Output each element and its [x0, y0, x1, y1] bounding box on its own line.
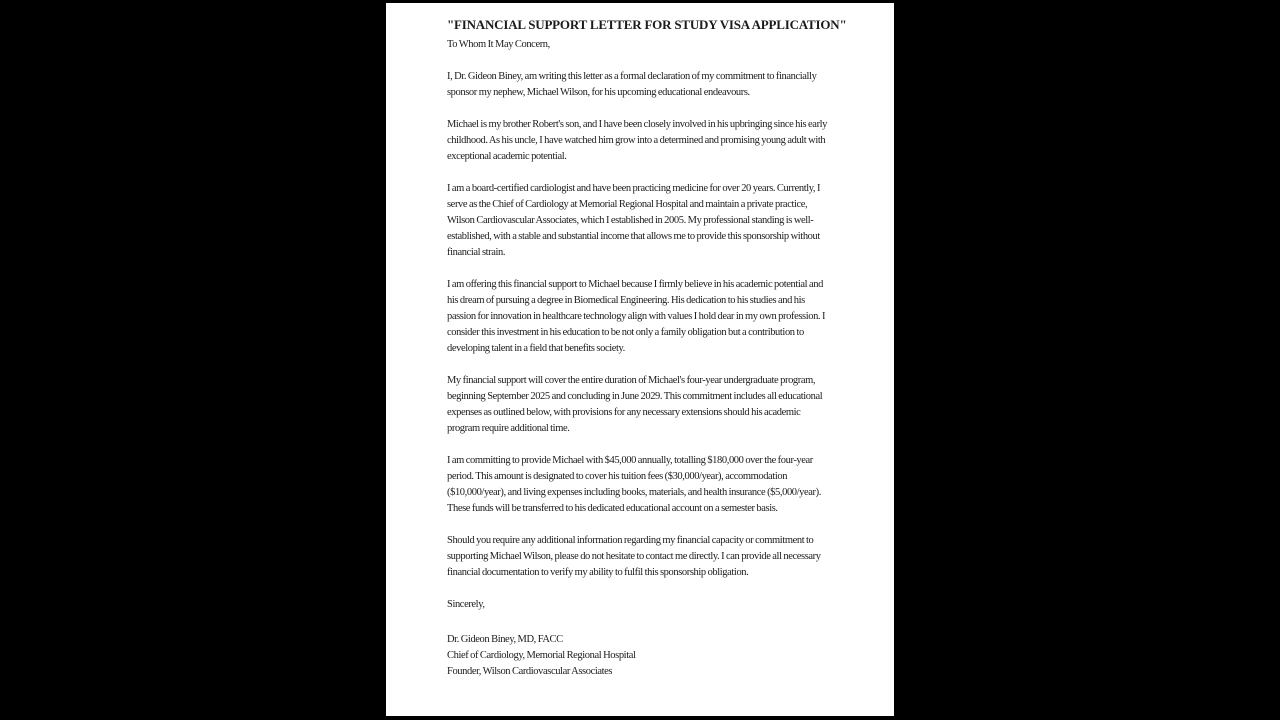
- paragraph-duration: My financial support will cover the entire duration of Michael's four-year undergraduate program, beginning September 2025 and concluding in June 2029. This commitment includes all educational expenses as outlined below, with provisions for any necessary extensions should his academic program require additional time.: [447, 375, 823, 434]
- paragraph-profession: I am a board-certified cardiologist and have been practicing medicine for over 20 years. Currently, I serve as the Chief of Cardiology at Memorial Regional Hospital and maintain a private practice, Wilson Cardiovascular Associates, which I established in 2005. My professional standing is well-established, with a stable and substantial income that allows me to provide this sponsorship without financial strain.: [447, 183, 821, 258]
- paragraph-motivation: I am offering this financial support to Michael because I firmly believe in his academic potential and his dream of pursuing a degree in Biomedical Engineering. His dedication to his studies and his passion for innovation in healthcare technology align with values I hold dear in my own profession. I consider this investment in his education to be not only a family obligation but a contribution to developing talent in a field that benefits society.: [447, 279, 826, 354]
- signature-name: Dr. Gideon Biney, MD, FACC: [447, 634, 563, 645]
- signature-title: Chief of Cardiology, Memorial Regional Hospital: [447, 650, 636, 661]
- closing: Sincerely,: [447, 599, 485, 610]
- signature-block: [447, 632, 832, 680]
- salutation: To Whom It May Concern,: [447, 39, 550, 50]
- document-page: [386, 3, 894, 716]
- letter-title: "FINANCIAL SUPPORT LETTER FOR STUDY VISA APPLICATION": [447, 17, 847, 32]
- paragraph-financial-commitment: I am committing to provide Michael with $45,000 annually, totalling $180,000 over the four-year period. This amount is designated to cover his tuition fees ($30,000/year), accommodation ($10,000/year), and living expenses including books, materials, and health insurance ($5,000/year). These funds will be transferred to his dedicated educational account on a semester basis.: [447, 455, 821, 514]
- paragraph-relationship: Michael is my brother Robert's son, and I have been closely involved in his upbringing since his early childhood. As his uncle, I have watched him grow into a determined and promising young adult with exceptional academic potential.: [447, 119, 828, 162]
- signature-affiliation: Founder, Wilson Cardiovascular Associates: [447, 666, 613, 677]
- paragraph-contact: Should you require any additional information regarding my financial capacity or commitment to supporting Michael Wilson, please do not hesitate to contact me directly. I can provide all necessary financial documentation to verify my ability to fulfil this sponsorship obligation.: [447, 535, 821, 578]
- paragraph-introduction: I, Dr. Gideon Biney, am writing this letter as a formal declaration of my commitment to financially sponsor my nephew, Michael Wilson, for his upcoming educational endeavours.: [447, 71, 817, 98]
